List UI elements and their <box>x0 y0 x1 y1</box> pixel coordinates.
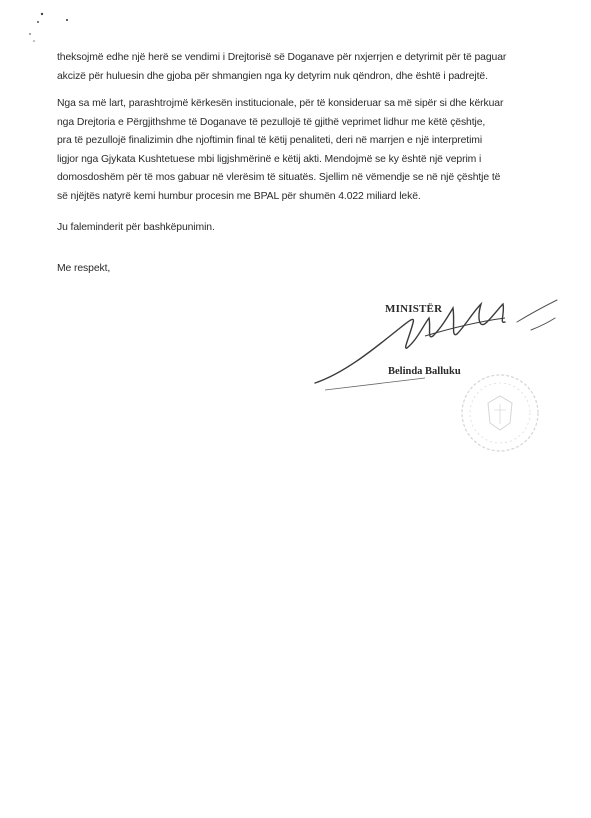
paragraph-2-line: ligjor nga Gjykata Kushtetuese mbi ligjshmërinë e këtij akti. Mendojmë se ky është një veprim i <box>57 153 482 165</box>
scan-specks <box>20 8 90 48</box>
paragraph-2 <box>57 95 557 206</box>
handwritten-signature <box>305 278 565 398</box>
thanks-line: Ju faleminderit për bashkëpunimin. <box>57 222 215 233</box>
paragraph-2-line: së njëjtës natyrë kemi humbur procesin me BPAL për shumën 4.022 miliard lekë. <box>57 190 421 202</box>
paragraph-2-line: domosdoshëm për të mos gabuar në vlerësim të situatës. Sjellim në vëmendje se në një çështje të <box>57 172 501 183</box>
paragraph-2-line: pra të pezullojë finalizimin dhe njoftimin final të këtij penaliteti, deri në marrjen e një interpretimi <box>57 135 483 146</box>
paragraph-1 <box>57 49 557 86</box>
paragraph-2-line: Nga sa më lart, parashtrojmë kërkesën institucionale, për të konsideruar sa më sipër si dhe kërkuar <box>57 98 504 109</box>
paragraph-2-line: nga Drejtoria e Përgjithshme të Doganave të pezullojë të gjithë veprimet lidhur me këtë çështje, <box>57 116 486 128</box>
signatory-title: MINISTËR <box>385 303 443 315</box>
paragraph-1-line: akcizë për huluesin dhe gjoba për shmangien nga ky detyrim nuk qëndron, dhe është i padrejtë. <box>57 70 488 82</box>
closing-line: Me respekt, <box>57 263 111 274</box>
signatory-name: Belinda Balluku <box>388 366 461 377</box>
paragraph-1-line: theksojmë edhe një herë se vendimi i Drejtorisë së Doganave për nxjerrjen e detyrimit për të paguar <box>57 52 507 63</box>
